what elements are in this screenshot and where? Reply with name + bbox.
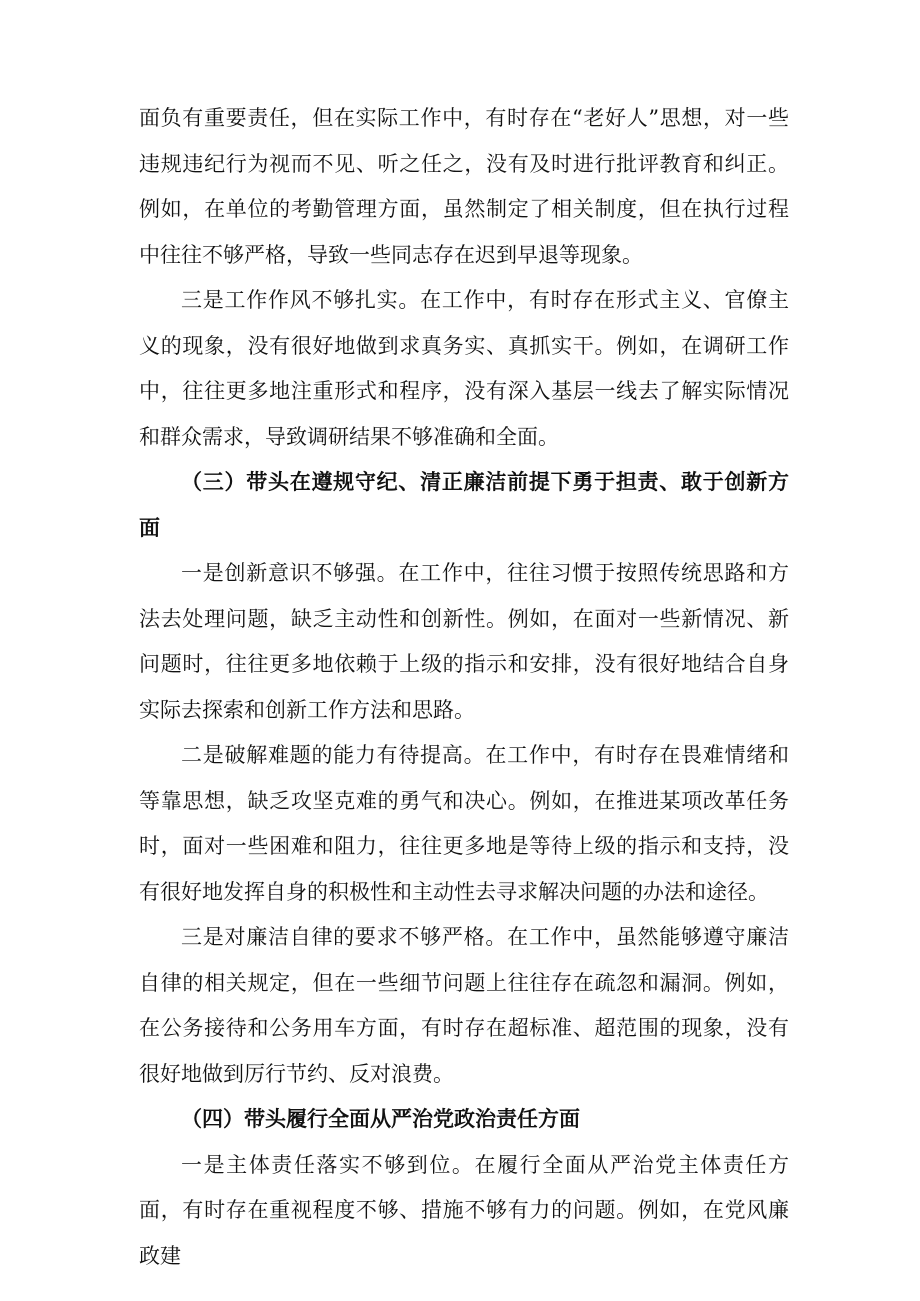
paragraph-innovation: 一是创新意识不够强。在工作中，往往习惯于按照传统思路和方法去处理问题，缺乏主动性和创新性。例如，在面对一些新情况、新问题时，往往更多地依赖于上级的指示和安排，没有很好地结合自身实际去探索和创新工作方法和思路。 bbox=[139, 561, 789, 722]
paragraph-problem-solving: 二是破解难题的能力有待提高。在工作中，有时存在畏难情绪和等靠思想，缺乏攻坚克难的勇气和决心。例如，在推进某项改革任务时，面对一些困难和阻力，往往更多地是等待上级的指示和支持，没有很好地发挥自身的积极性和主动性去寻求解决问题的办法和途径。 bbox=[139, 743, 789, 904]
paragraph-continuation: 面负有重要责任，但在实际工作中，有时存在“老好人”思想，对一些违规违纪行为视而不见、听之任之，没有及时进行批评教育和纠正。例如，在单位的考勤管理方面，虽然制定了相关制度，但在执行过程中往往不够严格，导致一些同志存在迟到早退等现象。 bbox=[139, 106, 789, 267]
paragraph-integrity: 三是对廉洁自律的要求不够严格。在工作中，虽然能够遵守廉洁自律的相关规定，但在一些细节问题上往往存在疏忽和漏洞。例如，在公务接待和公务用车方面，有时存在超标准、超范围的现象，没有很好地做到厉行节约、反对浪费。 bbox=[139, 925, 789, 1086]
paragraph-responsibility: 一是主体责任落实不够到位。在履行全面从严治党主体责任方面，有时存在重视程度不够、措施不够有力的问题。例如，在党风廉政建 bbox=[139, 1152, 789, 1268]
document-page bbox=[139, 96, 789, 1279]
paragraph-work-style: 三是工作作风不够扎实。在工作中，有时存在形式主义、官僚主义的现象，没有很好地做到求真务实、真抓实干。例如，在调研工作中，往往更多地注重形式和程序，没有深入基层一线去了解实际情况和群众需求，导致调研结果不够准确和全面。 bbox=[139, 288, 789, 449]
section-heading-four: （四）带头履行全面从严治党政治责任方面 bbox=[181, 1107, 580, 1131]
section-heading-three: （三）带头在遵规守纪、清正廉洁前提下勇于担责、敢于创新方面 bbox=[139, 470, 789, 540]
